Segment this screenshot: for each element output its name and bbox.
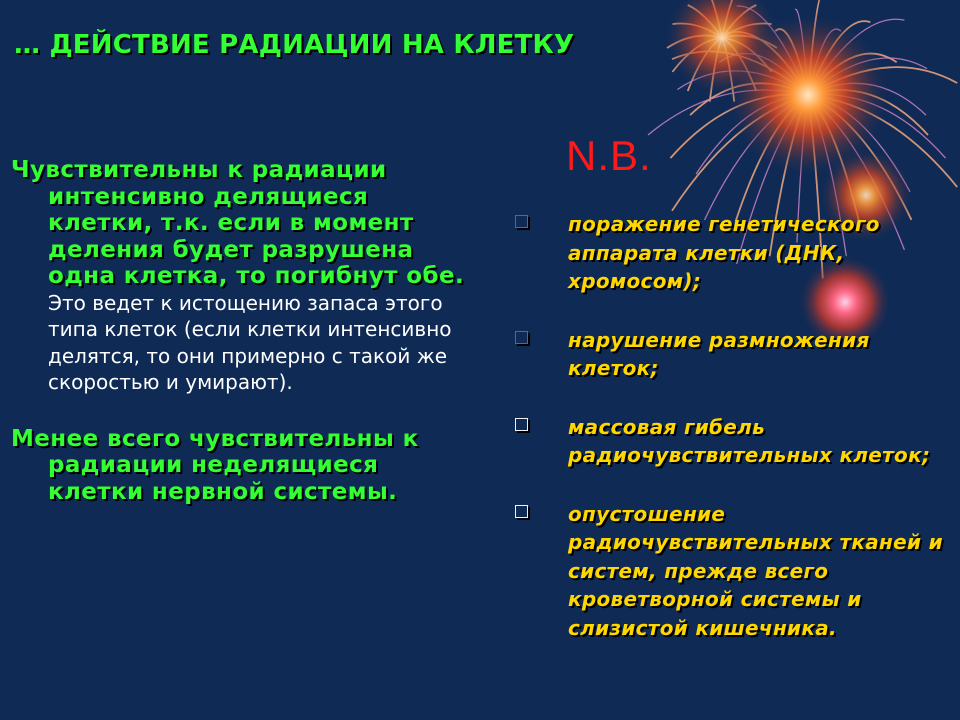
checkbox-bullet-icon xyxy=(515,505,528,518)
least-sensitive-dot: . xyxy=(388,478,398,505)
sensitive-cells-text: Чувствительны к радиации интенсивно делящиеся клетки, т.к. если в момент деления будет разрушена одна клетка, то погибнут обе xyxy=(11,157,455,289)
bullet-text: нарушение размножения клеток; xyxy=(568,327,870,380)
list-item xyxy=(512,326,952,383)
bullet-text: поражение генетического аппарата клетки (ДНК, хромосом); xyxy=(568,212,880,293)
list-item xyxy=(512,500,952,643)
list-item xyxy=(512,210,952,296)
nb-label: N.B. xyxy=(566,132,652,179)
bullet-text: массовая гибель радиочувствительных клеток; xyxy=(568,414,931,467)
sensitive-cells-dot: . xyxy=(454,263,465,289)
checkbox-bullet-icon xyxy=(515,418,528,431)
nb-bullet-list xyxy=(512,210,952,672)
checkbox-bullet-icon xyxy=(515,215,528,228)
checkbox-bullet-icon xyxy=(515,331,528,344)
bullet-text: опустошение радиочувствительных тканей и систем, прежде всего кроветворной системы и слизистой кишечника. xyxy=(568,501,943,640)
paragraph-sensitive xyxy=(11,158,481,397)
left-text-block xyxy=(11,158,481,536)
list-item xyxy=(512,413,952,470)
least-sensitive-text: Менее всего чувствительны к радиации неделящиеся клетки нервной системы xyxy=(11,425,419,505)
depletion-text: Это ведет к истощению запаса этого типа клеток (если клетки интенсивно делятся, то они примерно с такой же скоростью и умирают). xyxy=(48,290,452,394)
slide-title: … ДЕЙСТВИЕ РАДИАЦИИ НА КЛЕТКУ xyxy=(14,30,575,60)
paragraph-least-sensitive xyxy=(11,427,481,507)
